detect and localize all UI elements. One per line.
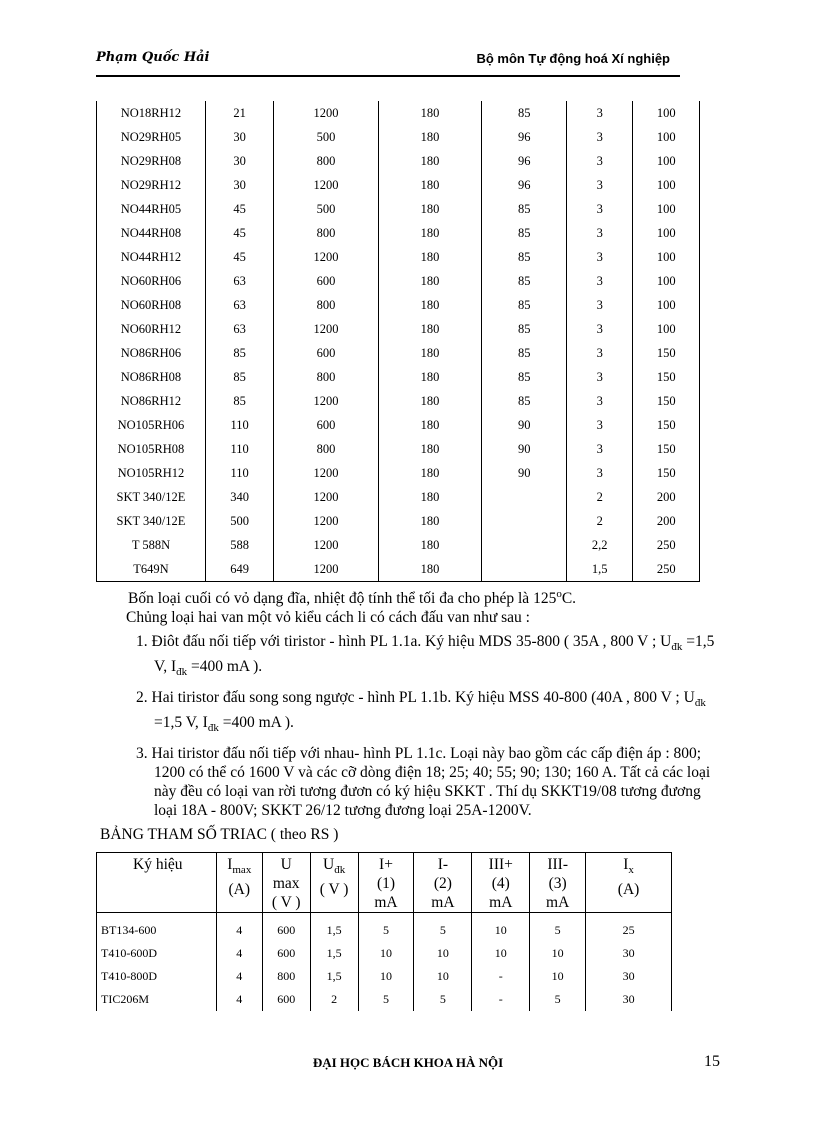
table-cell: 30 [205, 125, 273, 149]
triac-table [96, 852, 672, 1011]
table-cell: 5 [358, 913, 414, 943]
paragraph-disc-types [128, 585, 576, 608]
table-cell: 3 [567, 317, 633, 341]
table-row [97, 293, 700, 317]
table-cell: 100 [633, 197, 700, 221]
table-cell: 85 [205, 389, 273, 413]
table-cell: 800 [274, 293, 378, 317]
table-cell: 500 [274, 125, 378, 149]
table-cell: 85 [482, 269, 567, 293]
paragraph-disc-text: Bốn loại cuối có vỏ dạng đĩa, nhiệt độ tính thể tối đa cho phép là 125 [128, 590, 557, 608]
table-cell: 800 [262, 965, 310, 988]
table-cell: 180 [378, 533, 482, 557]
table-cell: 85 [482, 197, 567, 221]
table-cell: 600 [274, 269, 378, 293]
triac-table-title: BẢNG THAM SỐ TRIAC ( theo RS ) [100, 826, 339, 843]
table-row [97, 461, 700, 485]
table-cell: 10 [472, 942, 530, 965]
table-cell: 4 [216, 913, 262, 943]
table-cell: NO29RH08 [97, 149, 206, 173]
table-cell: 1200 [274, 485, 378, 509]
paragraph-disc-unit: C. [561, 590, 577, 608]
header-i-minus-l2: (2) [433, 875, 452, 892]
table-cell: 3 [567, 101, 633, 125]
list-item-2-text: 2. Hai tiristor đấu song song ngược - hình PL 1.1b. Ký hiệu MSS 40-800 (40A , 800 V ; U [136, 689, 695, 707]
table-cell: 3 [567, 125, 633, 149]
table-cell: 3 [567, 365, 633, 389]
table-cell: NO60RH06 [97, 269, 206, 293]
table-cell: 150 [633, 413, 700, 437]
list-item-2 [136, 688, 722, 738]
table-cell: 45 [205, 245, 273, 269]
table-cell: 3 [567, 221, 633, 245]
table-row [97, 533, 700, 557]
header-umax-l2: max [272, 875, 300, 892]
table-cell: 96 [482, 149, 567, 173]
header-iii-plus-l2: (4) [491, 875, 510, 892]
table-cell: NO60RH12 [97, 317, 206, 341]
table-cell: 200 [633, 509, 700, 533]
table-cell: 150 [633, 461, 700, 485]
list-item-1-text-b: =1,5 V, I [154, 633, 715, 676]
table-cell: 10 [414, 965, 472, 988]
table-cell: 340 [205, 485, 273, 509]
table-cell: NO29RH05 [97, 125, 206, 149]
table-cell: 3 [567, 389, 633, 413]
footer-school: ĐẠI HỌC BÁCH KHOA HÀ NỘI [312, 1055, 504, 1070]
thyristor-table-body [97, 101, 700, 582]
table-cell: 180 [378, 485, 482, 509]
table-cell: 30 [586, 988, 672, 1011]
table-row [97, 942, 672, 965]
header-udk-sub: đk [334, 864, 346, 877]
header-iii-minus-l2: (3) [548, 875, 567, 892]
table-row [97, 437, 700, 461]
list-item-1-text-c: =400 mA ). [187, 658, 263, 676]
header-symbol: Ký hiệu [97, 853, 217, 913]
table-cell: 45 [205, 221, 273, 245]
table-cell: 588 [205, 533, 273, 557]
header-i-minus [414, 853, 472, 913]
header-umax-l1: U [280, 856, 292, 873]
table-row [97, 413, 700, 437]
list-item-1 [136, 632, 722, 682]
table-cell: 96 [482, 173, 567, 197]
table-cell: 110 [205, 437, 273, 461]
table-cell: 1200 [274, 173, 378, 197]
table-cell: 85 [482, 389, 567, 413]
table-cell: 250 [633, 557, 700, 582]
header-iii-minus-l3: mA [546, 894, 570, 911]
triac-table-body [97, 913, 672, 1012]
header-iii-plus-l1: III+ [488, 856, 513, 873]
table-cell: 1200 [274, 533, 378, 557]
table-row [97, 221, 700, 245]
table-row [97, 913, 672, 943]
table-cell: 150 [633, 437, 700, 461]
table-cell: 1200 [274, 245, 378, 269]
table-cell: 63 [205, 317, 273, 341]
table-cell: 1200 [274, 509, 378, 533]
table-cell: 100 [633, 173, 700, 197]
table-cell: 180 [378, 461, 482, 485]
table-cell: 30 [205, 149, 273, 173]
list-item-1-text: 1. Điôt đấu nối tiếp với tiristor - hình PL 1.1a. Ký hiệu MDS 35-800 ( 35A , 800 V ; U [136, 633, 672, 650]
table-cell: 45 [205, 197, 273, 221]
table-row [97, 197, 700, 221]
table-cell: 4 [216, 942, 262, 965]
table-cell: 1200 [274, 557, 378, 582]
table-cell: 800 [274, 365, 378, 389]
table-row [97, 173, 700, 197]
degree-superscript: o [556, 588, 562, 600]
table-cell: 500 [274, 197, 378, 221]
header-iii-minus [530, 853, 586, 913]
table-cell: 4 [216, 988, 262, 1011]
table-row [97, 101, 700, 125]
table-cell: NO44RH05 [97, 197, 206, 221]
table-row [97, 341, 700, 365]
table-cell: - [472, 988, 530, 1011]
table-cell: 1200 [274, 461, 378, 485]
table-cell: 180 [378, 173, 482, 197]
table-cell: 10 [530, 942, 586, 965]
table-cell: 180 [378, 389, 482, 413]
table-cell: 180 [378, 149, 482, 173]
header-udk [310, 853, 358, 913]
table-cell: 800 [274, 149, 378, 173]
table-cell: 5 [414, 913, 472, 943]
table-cell: 110 [205, 461, 273, 485]
table-row [97, 245, 700, 269]
table-row [97, 389, 700, 413]
list-item-2-text-b: =1,5 V, I [154, 714, 208, 732]
table-row [97, 125, 700, 149]
triac-header-row [97, 853, 672, 913]
table-cell: - [472, 965, 530, 988]
table-cell: 1,5 [310, 913, 358, 943]
table-cell: 180 [378, 509, 482, 533]
table-cell: NO86RH08 [97, 365, 206, 389]
table-cell: 2,2 [567, 533, 633, 557]
list-item-2-sub-u: đk [694, 697, 706, 710]
table-cell: 1200 [274, 389, 378, 413]
table-cell: 90 [482, 461, 567, 485]
table-cell: 100 [633, 293, 700, 317]
table-cell: 90 [482, 413, 567, 437]
connection-list [136, 632, 722, 826]
header-ix [586, 853, 672, 913]
table-cell: NO105RH12 [97, 461, 206, 485]
table-cell: NO105RH06 [97, 413, 206, 437]
table-cell: 110 [205, 413, 273, 437]
table-cell: 85 [482, 221, 567, 245]
table-cell: 500 [205, 509, 273, 533]
table-cell: 180 [378, 341, 482, 365]
table-cell: 150 [633, 365, 700, 389]
table-cell: 85 [205, 365, 273, 389]
table-cell: 63 [205, 293, 273, 317]
header-imax-main: I [227, 856, 233, 873]
table-cell: 85 [482, 293, 567, 317]
table-cell: 3 [567, 245, 633, 269]
header-i-plus-l2: (1) [376, 875, 396, 892]
table-row [97, 509, 700, 533]
header-iii-plus-l3: mA [489, 894, 513, 911]
table-cell: 4 [216, 965, 262, 988]
table-cell: 10 [472, 913, 530, 943]
table-cell: 3 [567, 461, 633, 485]
header-udk-unit: ( V ) [319, 881, 349, 899]
list-item-2-sub-i: đk [207, 722, 219, 735]
table-cell: 649 [205, 557, 273, 582]
table-cell: 3 [567, 413, 633, 437]
table-cell: 1,5 [310, 942, 358, 965]
table-cell: 150 [633, 389, 700, 413]
table-cell: 100 [633, 245, 700, 269]
table-row [97, 149, 700, 173]
list-item-1-sub-u: đk [671, 641, 683, 654]
table-cell: 2 [567, 485, 633, 509]
table-cell: NO86RH12 [97, 389, 206, 413]
table-cell: 10 [358, 965, 414, 988]
table-cell: 10 [414, 942, 472, 965]
table-cell: 180 [378, 365, 482, 389]
header-ix-unit: (A) [617, 881, 640, 899]
thyristor-table [96, 101, 700, 582]
table-cell: 85 [482, 317, 567, 341]
table-cell: 3 [567, 197, 633, 221]
table-cell: 90 [482, 437, 567, 461]
header-umax [262, 853, 310, 913]
table-cell: 180 [378, 317, 482, 341]
table-row [97, 965, 672, 988]
table-row [97, 365, 700, 389]
table-cell: 85 [482, 365, 567, 389]
table-cell: NO60RH08 [97, 293, 206, 317]
table-cell: 800 [274, 437, 378, 461]
table-cell: 85 [482, 341, 567, 365]
table-cell: 180 [378, 437, 482, 461]
table-cell: 3 [567, 293, 633, 317]
table-cell: SKT 340/12E [97, 509, 206, 533]
table-cell: T 588N [97, 533, 206, 557]
table-cell: 100 [633, 125, 700, 149]
table-cell: 100 [633, 101, 700, 125]
table-cell: 3 [567, 269, 633, 293]
table-cell: 1,5 [567, 557, 633, 582]
paragraph-dual-types: Chủng loại hai van một vỏ kiểu cách li có cách đấu van như sau : [126, 609, 530, 626]
table-cell: 180 [378, 125, 482, 149]
header-author: Phạm Quốc Hải [96, 50, 210, 65]
table-cell: 600 [262, 942, 310, 965]
table-cell: TIC206M [97, 988, 217, 1011]
table-cell: 3 [567, 341, 633, 365]
header-iii-plus [472, 853, 530, 913]
table-cell: NO44RH08 [97, 221, 206, 245]
table-cell: T410-600D [97, 942, 217, 965]
table-cell: 3 [567, 173, 633, 197]
list-item-2-text-c: =400 mA ). [218, 714, 294, 732]
table-cell: 30 [586, 942, 672, 965]
table-row [97, 557, 700, 582]
table-cell: SKT 340/12E [97, 485, 206, 509]
header-imax [216, 853, 262, 913]
table-cell: 85 [205, 341, 273, 365]
table-cell: T410-800D [97, 965, 217, 988]
table-cell: NO105RH08 [97, 437, 206, 461]
page-number: 15 [704, 1053, 720, 1070]
table-cell [482, 485, 567, 509]
table-cell: 180 [378, 101, 482, 125]
table-cell: 600 [274, 413, 378, 437]
table-cell: 180 [378, 197, 482, 221]
table-cell: 2 [567, 509, 633, 533]
header-udk-main: U [323, 856, 335, 873]
table-cell: BT134-600 [97, 913, 217, 943]
table-row [97, 485, 700, 509]
table-cell: 30 [586, 965, 672, 988]
table-cell: 100 [633, 221, 700, 245]
header-i-minus-l3: mA [431, 894, 455, 911]
table-cell: 5 [530, 988, 586, 1011]
table-cell: 3 [567, 437, 633, 461]
header-i-plus-l3: mA [374, 894, 398, 911]
header-i-plus [358, 853, 414, 913]
table-cell: 30 [205, 173, 273, 197]
table-cell: 100 [633, 317, 700, 341]
header-iii-minus-l1: III- [547, 856, 568, 873]
table-cell: 600 [262, 988, 310, 1011]
header-rule [96, 75, 680, 77]
table-cell: 100 [633, 149, 700, 173]
header-imax-unit: (A) [228, 881, 251, 899]
header-i-minus-l1: I- [437, 856, 449, 873]
table-cell: 25 [586, 913, 672, 943]
table-row [97, 988, 672, 1011]
table-cell: 10 [530, 965, 586, 988]
header-imax-sub: max [232, 864, 252, 877]
table-cell: 1200 [274, 317, 378, 341]
header-department: Bộ môn Tự động hoá Xí nghiệp [476, 51, 670, 66]
header-i-plus-l1: I+ [379, 856, 393, 873]
table-cell: 600 [262, 913, 310, 943]
table-cell: 180 [378, 269, 482, 293]
table-cell: 5 [530, 913, 586, 943]
table-row [97, 269, 700, 293]
table-cell: 2 [310, 988, 358, 1011]
table-cell: NO29RH12 [97, 173, 206, 197]
table-cell: 150 [633, 341, 700, 365]
table-cell: 180 [378, 245, 482, 269]
table-cell: 21 [205, 101, 273, 125]
table-cell: 800 [274, 221, 378, 245]
table-cell: 3 [567, 149, 633, 173]
table-cell: 180 [378, 293, 482, 317]
table-cell: 96 [482, 125, 567, 149]
table-cell: 5 [414, 988, 472, 1011]
table-cell: NO86RH06 [97, 341, 206, 365]
table-cell: 85 [482, 245, 567, 269]
list-item-1-sub-i: đk [176, 666, 188, 679]
list-item-3: 3. Hai tiristor đấu nối tiếp với nhau- hình PL 1.1c. Loại này bao gồm các cấp điện áp : 800; 1200 có thể có 1600 V và các cỡ dòng điện 18; 25; 40; 55; 90; 130; 160 A. Tất cả các loại này đều có loại van rời tương đươn có ký hiệu SKKT . Thí dụ SKKT19/08 tương đương loại 18A - 800V; SKKT 26/12 tương đương loại 25A-1200V. [136, 745, 711, 820]
table-cell: 10 [358, 942, 414, 965]
table-cell: 600 [274, 341, 378, 365]
table-cell: 180 [378, 221, 482, 245]
header-ix-main: I [623, 856, 629, 873]
table-cell: 1,5 [310, 965, 358, 988]
table-row [97, 317, 700, 341]
table-cell: T649N [97, 557, 206, 582]
table-cell: NO44RH12 [97, 245, 206, 269]
table-cell: 100 [633, 269, 700, 293]
table-cell: 180 [378, 413, 482, 437]
table-cell: 200 [633, 485, 700, 509]
table-cell [482, 533, 567, 557]
table-cell: 1200 [274, 101, 378, 125]
header-umax-l3: ( V ) [271, 894, 301, 911]
table-cell: 85 [482, 101, 567, 125]
table-cell: 180 [378, 557, 482, 582]
table-cell: 250 [633, 533, 700, 557]
table-cell: NO18RH12 [97, 101, 206, 125]
table-cell [482, 509, 567, 533]
table-cell [482, 557, 567, 582]
table-cell: 63 [205, 269, 273, 293]
table-cell: 5 [358, 988, 414, 1011]
header-ix-sub: x [628, 864, 634, 877]
